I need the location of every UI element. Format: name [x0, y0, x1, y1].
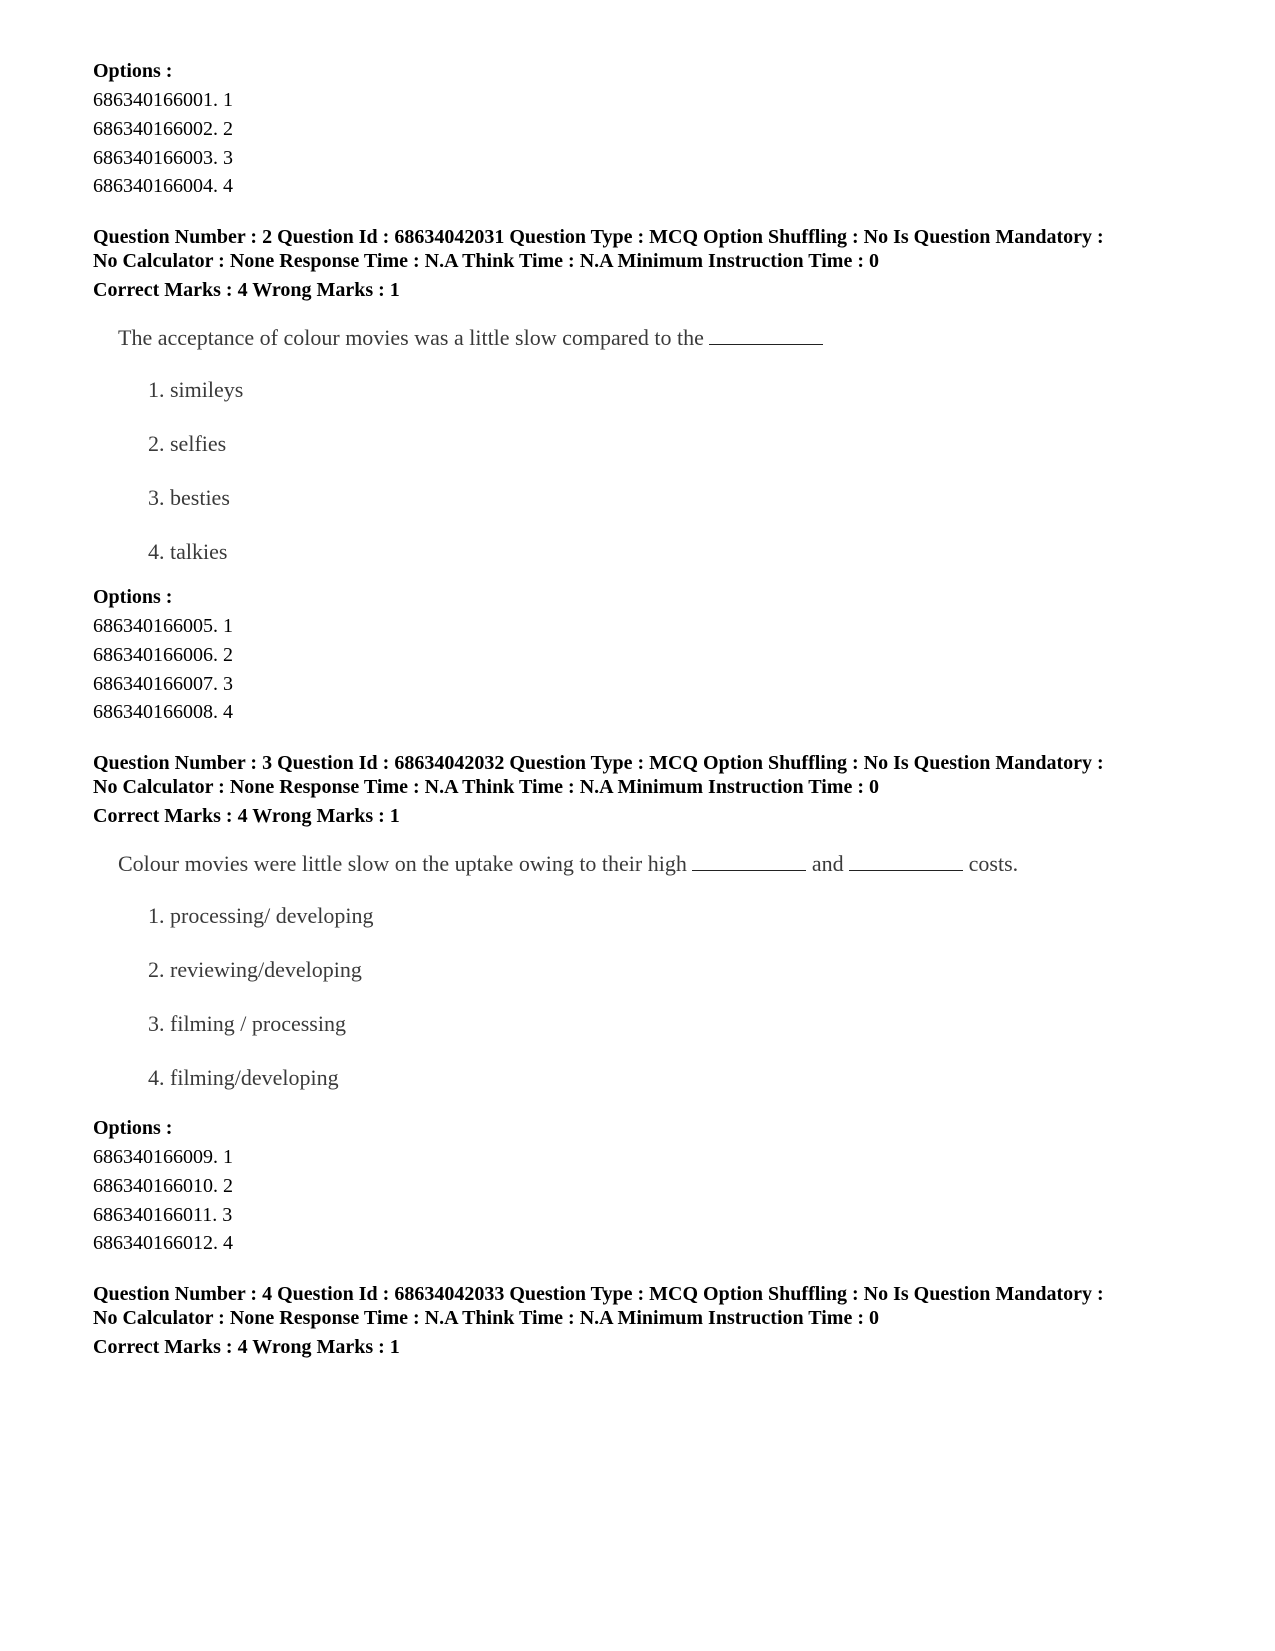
question-image-2 [118, 324, 823, 592]
marks-line: Correct Marks : 4 Wrong Marks : 1 [93, 279, 400, 301]
answer-blank [709, 343, 823, 345]
choice-item: 4. talkies [148, 539, 228, 564]
option-item: 686340166012. 4 [93, 1232, 233, 1255]
choice-item: 3. filming / processing [148, 1011, 346, 1036]
option-item: 686340166009. 1 [93, 1146, 233, 1168]
option-item: 686340166004. 4 [93, 175, 233, 198]
option-item: 686340166011. 3 [93, 1203, 233, 1226]
options-block-q3 [93, 1114, 233, 1258]
options-block-q2 [93, 583, 233, 727]
choice-item: 4. filming/developing [148, 1065, 339, 1090]
option-item: 686340166008. 4 [93, 701, 233, 724]
stem-text: costs. [968, 851, 1019, 876]
option-item: 686340166010. 2 [93, 1174, 233, 1197]
option-item: 686340166007. 3 [93, 672, 233, 695]
choice-item: 2. selfies [148, 431, 227, 456]
option-item: 686340166003. 3 [93, 146, 233, 169]
question-image-3 [118, 850, 1018, 1118]
option-item: 686340166005. 1 [93, 615, 233, 637]
question-stem [118, 850, 1018, 878]
marks-line: Correct Marks : 4 Wrong Marks : 1 [93, 1336, 400, 1358]
option-item: 686340166001. 1 [93, 89, 233, 111]
question-header-line1: Question Number : 3 Question Id : 68634042032 Question Type : MCQ Option Shuffling : No Is Question Mandatory : [93, 752, 1104, 774]
options-block-q1 [93, 57, 233, 201]
question-header-3 [93, 752, 1203, 831]
option-item: 686340166002. 2 [93, 117, 233, 140]
options-label: Options : [93, 60, 173, 82]
question-stem [118, 324, 823, 352]
stem-text: Colour movies were little slow on the uptake owing to their high [118, 851, 687, 876]
choice-item: 1. simileys [148, 377, 244, 402]
option-item: 686340166006. 2 [93, 643, 233, 666]
stem-text: and [811, 851, 844, 876]
marks-line: Correct Marks : 4 Wrong Marks : 1 [93, 805, 400, 827]
choice-item: 3. besties [148, 485, 230, 510]
stem-text: The acceptance of colour movies was a little slow compared to the [118, 325, 704, 350]
choice-item: 1. processing/ developing [148, 903, 374, 928]
choice-list [118, 902, 1018, 1092]
question-header-4 [93, 1283, 1203, 1362]
options-label: Options : [93, 586, 173, 608]
question-header-line2: No Calculator : None Response Time : N.A Think Time : N.A Minimum Instruction Time : 0 [93, 249, 879, 272]
question-header-line2: No Calculator : None Response Time : N.A Think Time : N.A Minimum Instruction Time : 0 [93, 1306, 879, 1329]
question-header-line2: No Calculator : None Response Time : N.A Think Time : N.A Minimum Instruction Time : 0 [93, 775, 879, 798]
answer-blank [849, 869, 963, 871]
question-header-line1: Question Number : 4 Question Id : 68634042033 Question Type : MCQ Option Shuffling : No Is Question Mandatory : [93, 1283, 1104, 1305]
question-header-line1: Question Number : 2 Question Id : 68634042031 Question Type : MCQ Option Shuffling : No Is Question Mandatory : [93, 226, 1104, 248]
question-header-2 [93, 226, 1203, 305]
options-label: Options : [93, 1117, 173, 1139]
choice-item: 2. reviewing/developing [148, 957, 362, 982]
answer-blank [692, 869, 806, 871]
choice-list [118, 376, 823, 566]
